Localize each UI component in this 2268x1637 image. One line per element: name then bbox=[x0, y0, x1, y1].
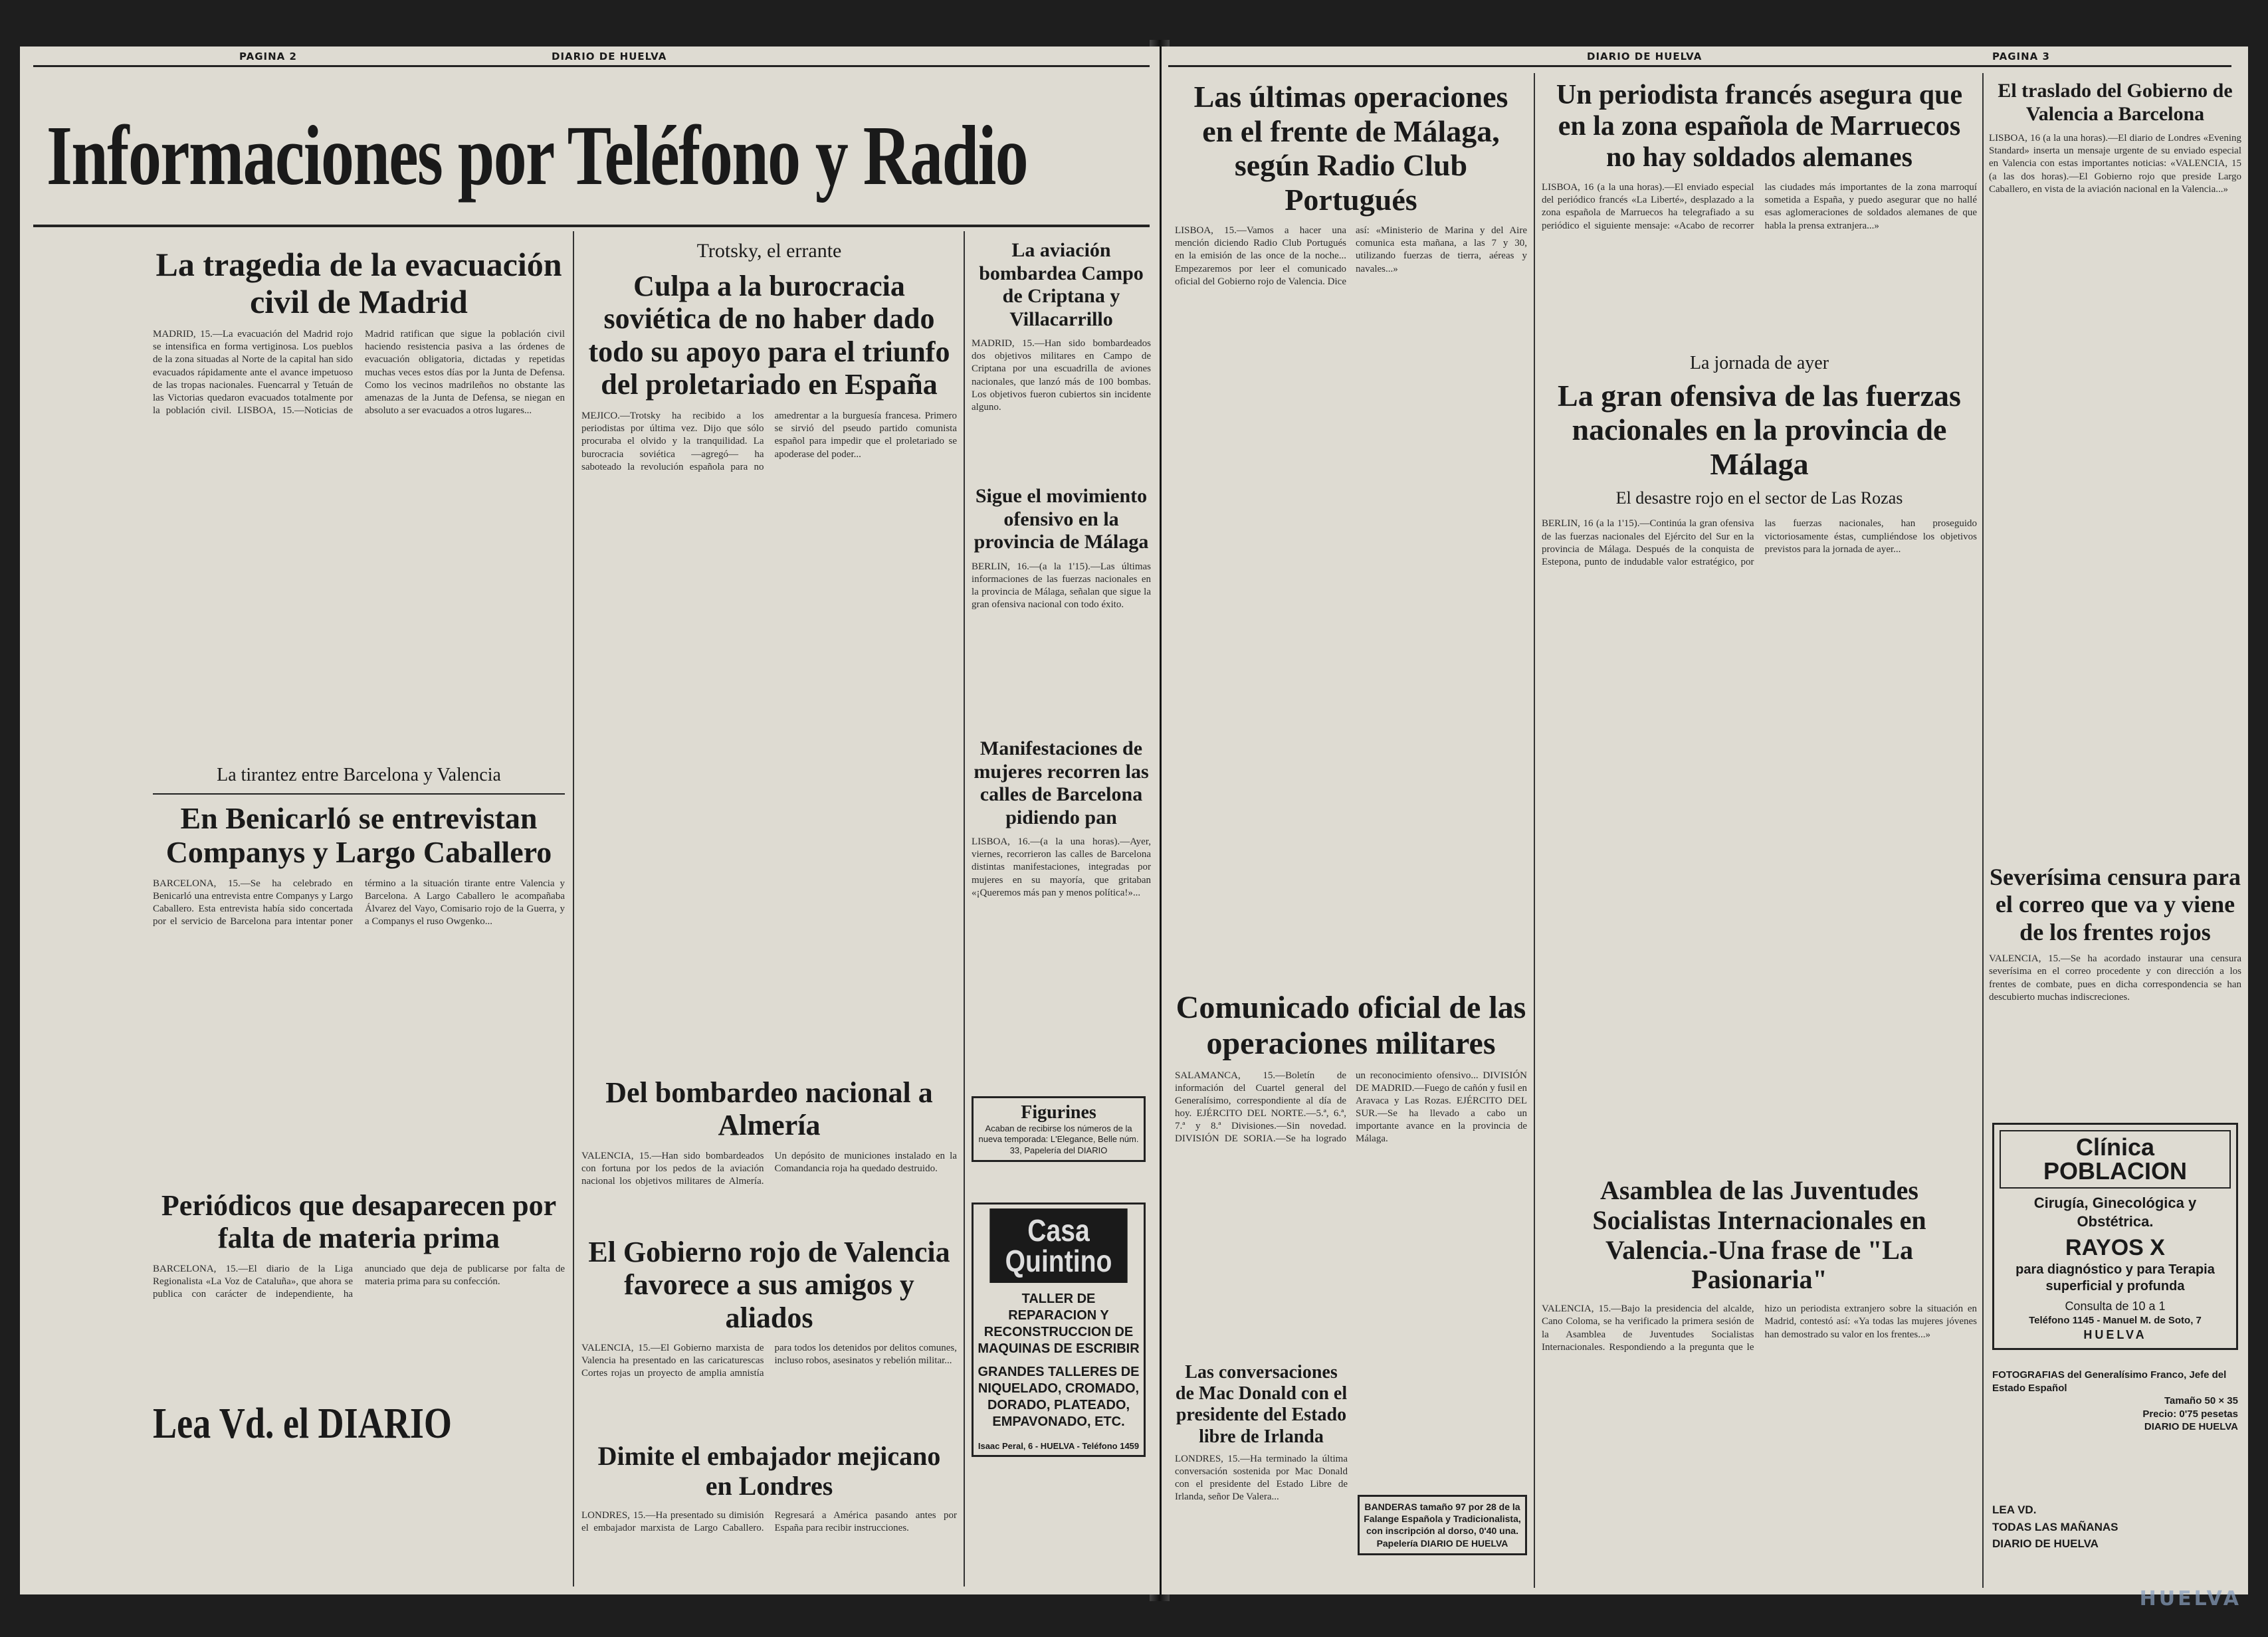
ad-line: TALLER DE REPARACION Y RECONSTRUCCION DE MAQUINAS DE ESCRIBIR bbox=[978, 1292, 1140, 1356]
article-body: LISBOA, 16.—(a la una horas).—Ayer, viernes, recorrieron las calles de Barcelona distintas manifestaciones, integradas por mujeres en su mayoría, que gritaban «¡Queremos más pan y menos política!»... bbox=[972, 836, 1151, 898]
article-body: VALENCIA, 15.—El Gobierno marxista de Valencia ha presentado en las caricaturescas Cortes rojas un proyecto de amplia amnistía para todos los detenidos por delitos comunes, incluso robos, asesinatos y rebelión militar... bbox=[581, 1342, 957, 1379]
article-trotsky bbox=[581, 239, 957, 921]
headline: Dimite el embajador mejicano en Londres bbox=[597, 1441, 941, 1501]
article-almeria bbox=[581, 1076, 957, 1236]
column-rule bbox=[1534, 73, 1535, 1588]
article-body: VALENCIA, 15.—Se ha acordado instaurar una censura severísima en el correo procedente y con dirección a los frentes de combate, pues en dicha correspondencia se han descubierto muchas indiscreciones. bbox=[1989, 953, 2241, 1003]
kicker: La tirantez entre Barcelona y Valencia bbox=[217, 765, 501, 785]
article-body: MADRID, 15.—La evacuación del Madrid rojo se intensifica en forma vertiginosa. Los pueblos de la zona situadas al Norte de la capital han sido evacuados rápidamente ante el avance impetuoso de las tropas nacionales. Fuencarral y Tetuán de las Victorias quedaron evacuados totalmente por la población civil. LISBOA, 15.—Noticias de Madrid ratifican que sigue la población civil haciendo resistencia pasiva a las órdenes de evacuación obligatoria, dictadas y repetidas muchas veces estos días por la Junta de Defensa. Como los vecinos madrileños no obstante las amenazas de la Junta de Defensa, se niegan en absoluto a ser evacuados a otros lugares... bbox=[153, 329, 565, 417]
left-page-label: PAGINA 2 bbox=[239, 50, 297, 62]
ad-line: Consulta de 10 a 1 bbox=[2065, 1299, 2166, 1313]
ad-line: para diagnóstico y para Terapia superficial y profunda bbox=[2015, 1262, 2215, 1294]
article-gobierno-rojo bbox=[581, 1236, 957, 1435]
article-manifestaciones bbox=[972, 737, 1151, 1121]
article-body: MEJICO.—Trotsky ha recibido a los periodistas por última vez. Dijo que sólo procuraba el olvido y la tranquilidad. La burocracia soviética —agregó— ha saboteado la revolución española para no amedrentar a la burguesía francesa. Primero se sirvió del pseudo partido comunista español para impedir que el proletariado se apoderase del poder... bbox=[581, 411, 957, 472]
ad-size: Tamaño 50 × 35 bbox=[2164, 1395, 2238, 1406]
lea-diario-slogan: Lea Vd. el DIARIO bbox=[153, 1399, 453, 1448]
headline: La tragedia de la evacuación civil de Madrid bbox=[155, 246, 562, 320]
article-traslado bbox=[1989, 80, 2241, 836]
article-evacuacion bbox=[153, 246, 565, 780]
article-comunicado bbox=[1175, 990, 1527, 1269]
article-body: LISBOA, 16 (a la una horas).—El enviado especial del periódico francés «La Liberté», desplazado a la zona española de Marruecos ha telegrafiado a su periódico el siguiente mensaje: «Acabo de recorrer las ciudades más importantes de la zona marroquí sometida a España, y puedo asegurar que no hallé esas aglomeraciones de soldados alemanes de que habla la prensa extranjera...» bbox=[1542, 182, 1977, 231]
right-newspaper-page bbox=[1162, 47, 2248, 1594]
ad-title: FOTOGRAFIAS del Generalísimo Franco, Jefe del Estado Español bbox=[1992, 1369, 2227, 1394]
article-mac-donald bbox=[1175, 1362, 1348, 1539]
headline: La aviación bombardea Campo de Criptana y Villacarrillo bbox=[979, 239, 1144, 330]
article-embajador bbox=[581, 1442, 957, 1569]
article-benicarlo bbox=[153, 764, 565, 1130]
article-body: BERLIN, 16.—(a la 1'15).—Las últimas informaciones de las fuerzas nacionales en la provincia de Málaga, señalan que sigue la gran ofensiva nacional con todo éxito. bbox=[972, 561, 1151, 611]
headline: Las conversaciones de Mac Donald con el presidente del Estado libre de Irlanda bbox=[1175, 1362, 1348, 1447]
ad-figurines bbox=[972, 1096, 1146, 1162]
ad-line: RAYOS X bbox=[2065, 1235, 2165, 1260]
article-periodista-frances bbox=[1542, 80, 1977, 288]
kicker: Trotsky, el errante bbox=[696, 240, 842, 262]
headline: En Benicarló se entrevistan Companys y Largo Caballero bbox=[165, 801, 552, 870]
headline: El Gobierno rojo de Valencia favorece a sus amigos y aliados bbox=[588, 1236, 950, 1334]
ad-line: Teléfono 1145 - Manuel M. de Soto, 7 bbox=[2029, 1315, 2202, 1327]
ad-banderas bbox=[1358, 1495, 1527, 1555]
ad-lea-diario bbox=[1992, 1501, 2238, 1553]
article-body: BARCELONA, 15.—Se ha celebrado en Benicarló una entrevista entre Companys y Largo Caballero. Esta entrevista había sido concertada por el servicio de Barcelona para intentar poner término a la situación tirante entre Valencia y Barcelona. A Largo Caballero le acompañaba Álvarez del Vayo, Comisario rojo de la Guerra, y a Companys el ruso Owgenko... bbox=[153, 878, 565, 927]
article-periodicos bbox=[153, 1189, 565, 1376]
archive-watermark: HUELVA bbox=[2139, 1587, 2241, 1610]
article-juventudes bbox=[1542, 1176, 1977, 1482]
article-body: MADRID, 15.—Han sido bombardeados dos objetivos militares en Campo de Criptana por una escuadrilla de aviones nacionales, que lanzó más de 100 bombas. Los objetivos fueron cubiertos sin incidente alguno. bbox=[972, 338, 1151, 413]
article-body: LONDRES, 15.—Ha presentado su dimisión el embajador marxista de Largo Caballero. Regresará a América pasando antes por España para recibir instrucciones. bbox=[581, 1509, 957, 1533]
ad-line: HUELVA bbox=[2083, 1327, 2147, 1341]
ad-clinica-poblacion bbox=[1992, 1123, 2238, 1350]
left-masthead: DIARIO DE HUELVA bbox=[552, 50, 667, 62]
article-censura bbox=[1989, 864, 2241, 1039]
article-body: VALENCIA, 15.—Bajo la presidencia del alcalde, Cano Coloma, se ha verificado la primera sesión de la Asamblea de Juventudes Socialistas Internacionales. Respondiendo a la pregunta que le hizo un periodista extranjero sobre la situación en Madrid, contestó así: «Ya todas las mujeres jóvenes han demostrado su valor en los frentes...» bbox=[1542, 1303, 1977, 1353]
ad-line: Cirugía, Ginecológica y Obstétrica. bbox=[2033, 1195, 2197, 1230]
ad-vendor: DIARIO DE HUELVA bbox=[2144, 1421, 2238, 1432]
headline: Comunicado oficial de las operaciones militares bbox=[1176, 990, 1526, 1061]
headline: Periódicos que desaparecen por falta de materia prima bbox=[161, 1189, 557, 1255]
article-body: LISBOA, 16 (a la una horas).—El diario de Londres «Evening Standard» inserta un mensaje urgente de su enviado especial en Valencia con estas importantes noticias: «VALENCIA, 15 (a las dos horas).—El Gobierno rojo que preside Largo Caballero, en vista de la aviación nacional en la Valencia...» bbox=[1989, 133, 2241, 195]
right-top-rule bbox=[1168, 65, 2231, 67]
right-masthead: DIARIO DE HUELVA bbox=[1587, 50, 1702, 62]
ad-title: Figurines bbox=[1021, 1102, 1096, 1123]
headline: Severísima censura para el correo que va y viene de los frentes rojos bbox=[1990, 864, 2241, 945]
ad-name: Clínica POBLACION bbox=[2000, 1130, 2231, 1189]
ad-fotografias bbox=[1992, 1369, 2238, 1434]
headline: Las últimas operaciones en el frente de Málaga, según Radio Club Portugués bbox=[1193, 80, 1508, 217]
ad-line: LEA VD. bbox=[1992, 1503, 2037, 1516]
article-body: BARCELONA, 15.—El diario de la Liga Regionalista «La Voz de Cataluña», que ahora se publica con carácter de independiente, ha anunciado que deja de publicarse por falta de materia prima para su confección. bbox=[153, 1263, 565, 1300]
ad-line: GRANDES TALLERES DE NIQUELADO, CROMADO, DORADO, PLATEADO, EMPAVONADO, ETC. bbox=[978, 1365, 1140, 1429]
left-top-rule bbox=[33, 65, 1150, 67]
article-body: BERLIN, 16 (a la 1'15).—Continúa la gran ofensiva de las fuerzas nacionales del Ejército del Sur en la provincia de Málaga. Después de la conquista de Estepona, punto de indudable valor estratégico, por las fuerzas nacionales, han proseguido victoriosamente éstas, cumpliéndose los objetivos previstos para la jornada de ayer... bbox=[1542, 518, 1977, 567]
subhead: El desastre rojo en el sector de Las Rozas bbox=[1615, 488, 1903, 508]
column-rule bbox=[964, 231, 965, 1587]
column-rule bbox=[1982, 73, 1984, 1588]
headline: La gran ofensiva de las fuerzas nacionales en la provincia de Málaga bbox=[1558, 378, 1961, 481]
page-banner: Informaciones por Teléfono y Radio bbox=[47, 108, 1028, 203]
ad-casa-quintino bbox=[972, 1203, 1146, 1457]
ad-address: Isaac Peral, 6 - HUELVA - Teléfono 1459 bbox=[978, 1441, 1140, 1451]
kicker: La jornada de ayer bbox=[1689, 353, 1829, 373]
column-rule bbox=[573, 231, 574, 1587]
headline: Manifestaciones de mujeres recorren las calles de Barcelona pidiendo pan bbox=[974, 737, 1149, 828]
ad-body: BANDERAS tamaño 97 por 28 de la Falange Española y Tradicionalista, con inscripción al dorso, 0'40 una. Papelería DIARIO DE HUELVA bbox=[1364, 1501, 1521, 1549]
article-gran-ofensiva bbox=[1542, 352, 1977, 1189]
headline: Sigue el movimiento ofensivo en la provincia de Málaga bbox=[974, 485, 1149, 553]
ad-name: Casa Quintino bbox=[989, 1208, 1127, 1283]
article-radio-club bbox=[1175, 80, 1527, 896]
headline: Un periodista francés asegura que en la zona española de Marruecos no hay soldados alemanes bbox=[1556, 80, 1963, 173]
left-newspaper-page bbox=[20, 47, 1160, 1594]
article-body: SALAMANCA, 15.—Boletín de información del Cuartel general del Generalísimo, correspondiente al día de hoy. EJÉRCITO DEL NORTE.—5.ª, 6.ª, 7.ª y 8.ª Divisiones.—Sin novedad. DIVISIÓN DE SORIA.—Se ha logrado un reconocimiento ofensivo... DIVISIÓN DE MADRID.—Fuego de cañón y fusil en Aravaca y Las Rozas. EJÉRCITO DEL SUR.—Se ha llevado a cabo un importante avance en la provincia de Málaga. bbox=[1175, 1070, 1527, 1145]
article-bombardeo-criptana bbox=[972, 239, 1151, 510]
article-body: LONDRES, 15.—Ha terminado la última conversación sostenida por Mac Donald con el presidente del Estado Libre de Irlanda, señor De Valera... bbox=[1175, 1453, 1348, 1503]
article-ofensivo-malaga bbox=[972, 485, 1151, 727]
ad-line: TODAS LAS MAÑANAS bbox=[1992, 1520, 2118, 1533]
headline: Asamblea de las Juventudes Socialistas Internacionales en Valencia.-Una frase de "La Pasionaria" bbox=[1592, 1175, 1926, 1295]
ad-line: DIARIO DE HUELVA bbox=[1992, 1537, 2099, 1550]
headline: Del bombardeo nacional a Almería bbox=[605, 1076, 933, 1142]
headline: El traslado del Gobierno de Valencia a Barcelona bbox=[1998, 80, 2233, 125]
headline: Culpa a la burocracia soviética de no haber dado todo su apoyo para el triunfo del proletariado en España bbox=[588, 270, 950, 401]
article-body: VALENCIA, 15.—Han sido bombardeados con fortuna por los pedos de la aviación nacional los objetivos militares de Almería. Un depósito de municiones instalado en la Comandancia roja ha quedado destruido. bbox=[581, 1150, 957, 1187]
article-body: LISBOA, 15.—Vamos a hacer una mención diciendo Radio Club Portugués en la emisión de las once de la noche... Empezaremos por leer el comunicado oficial del Gobierno rojo de Valencia. Dice así: «Ministerio de Marina y del Aire comunica esta mañana, a las 7 y 30, utilizando fuerzas de tierra, aéreas y navales...» bbox=[1175, 225, 1527, 287]
banner-rule bbox=[33, 225, 1150, 227]
ad-price: Precio: 0'75 pesetas bbox=[2142, 1408, 2238, 1420]
ad-body: Acaban de recibirse los números de la nueva temporada: L'Elegance, Belle núm. 33, Papelería del DIARIO bbox=[978, 1123, 1139, 1155]
right-page-label: PAGINA 3 bbox=[1992, 50, 2050, 62]
